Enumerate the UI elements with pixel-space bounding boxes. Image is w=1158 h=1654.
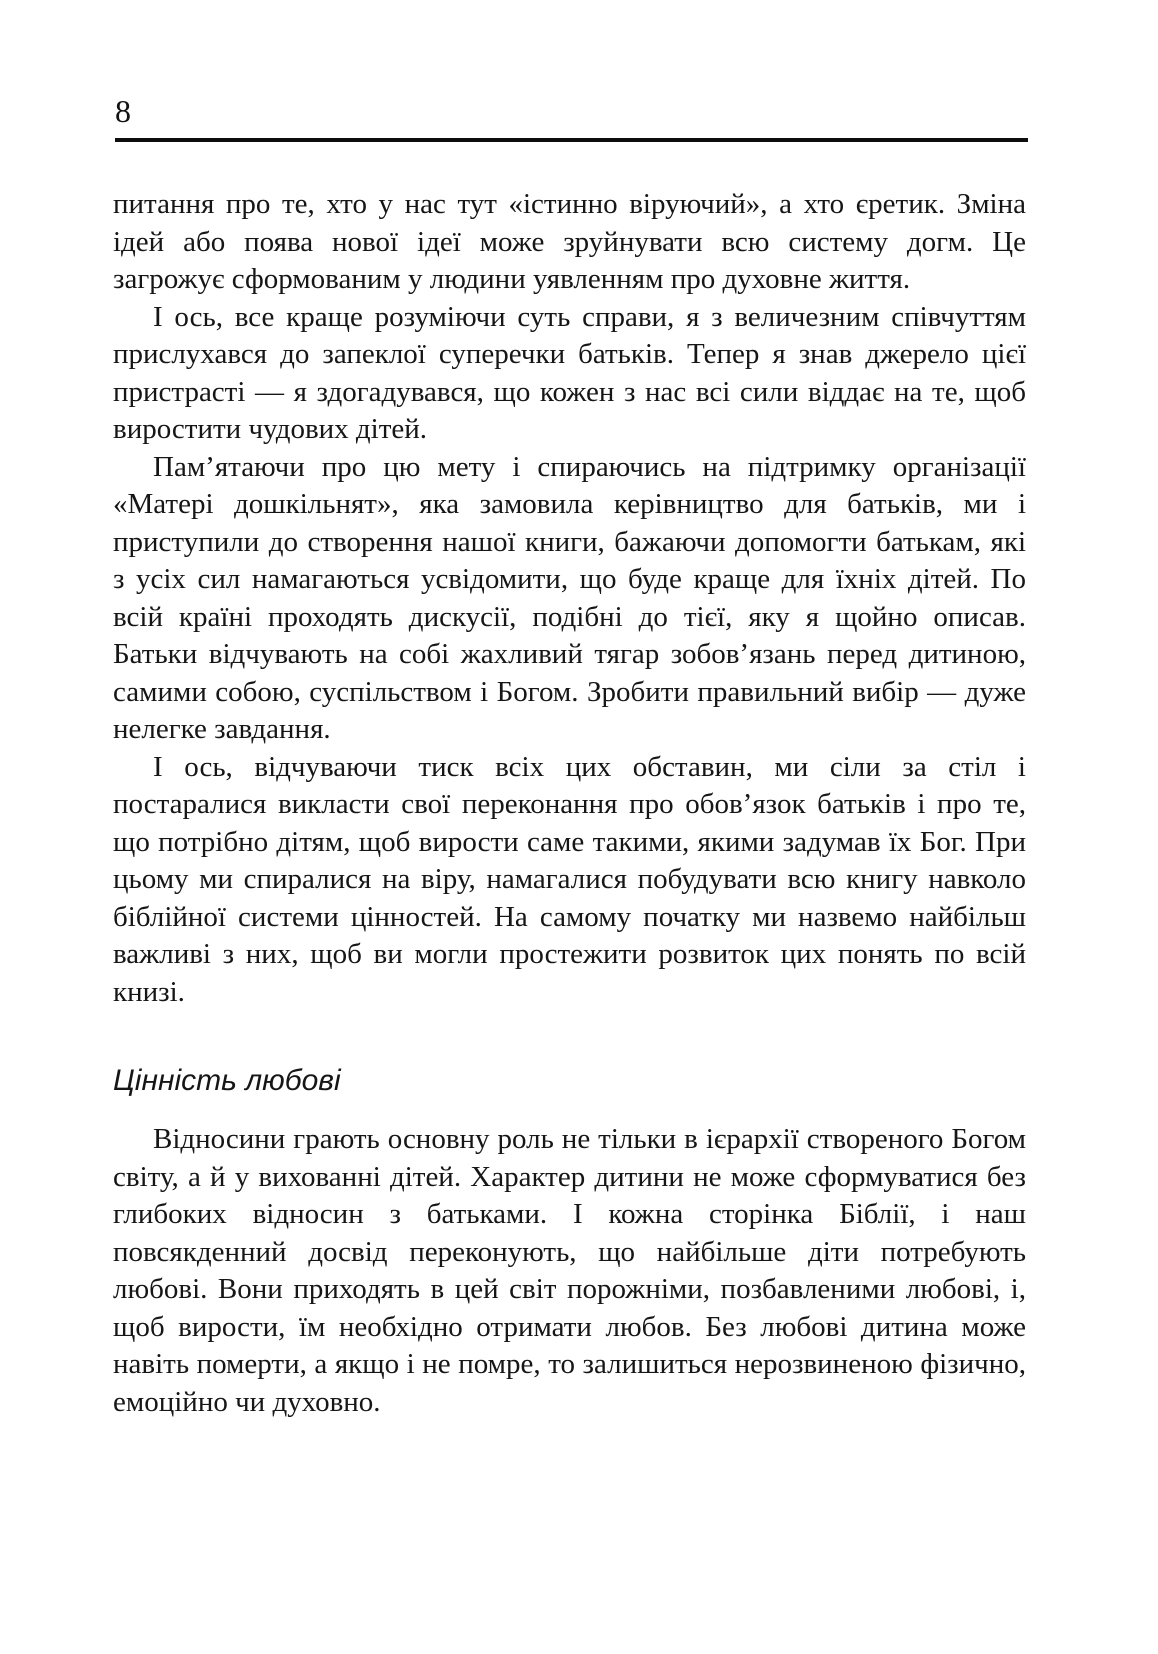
paragraph: Пам’ятаючи про цю мету і спираючись на підтримку організації «Матері дошкільнят», яка замовила керівництво для батьків, ми і приступили до створення нашої книги, бажаючи допомогти батькам, які з усіх сил намагаються усвідомити, що буде краще для їхніх дітей. По всій країні проходять дискусії, подібні до тієї, яку я щойно описав. Батьки відчувають на собі жахливий тягар зобов’язань перед дитиною, самими собою, суспільством і Богом. Зробити правильний вибір — дуже нелегке завдання. [113,450,1026,745]
page-body-text [113,186,1026,1421]
paragraph-continuation: питання про те, хто у нас тут «істинно віруючий», а хто єретик. Зміна ідей або поява нової ідеї може зруйнувати всю систему догм. Це загрожує сформованим у людини уявленням про духовне життя. [113,188,1026,295]
paragraph: І ось, все краще розуміючи суть справи, я з величезним співчуттям прислухався до запеклої суперечки батьків. Тепер я знав джерело цієї пристрасті — я здогадувався, що кожен з нас всі сили віддає на те, щоб виростити чудових дітей. [113,300,1026,445]
paragraph: Відносини грають основну роль не тільки в ієрархії створеного Богом світу, а й у вихованні дітей. Характер дитини не може сформуватися без глибоких відносин з батьками. І кожна сторінка Біблії, і наш повсякденний досвід переконують, що найбільше діти потребують любові. Вони приходять в цей світ порожніми, позбавленими любові, і, щоб вирости, їм необхідно отримати любов. Без любові дитина може навіть померти, а якщо і не помре, то залишиться нерозвиненою фізично, емоційно чи духовно. [113,1123,1026,1418]
header-rule [115,138,1028,142]
page-number: 8 [115,93,131,129]
paragraph: І ось, відчуваючи тиск всіх цих обставин, ми сіли за стіл і постаралися викласти свої переконання про обов’язок батьків і про те, що потрібно дітям, щоб вирости саме такими, якими задумав їх Бог. При цьому ми спиралися на віру, намагалися побудувати всю книгу навколо біблійної системи цінностей. На самому початку ми назвемо найбільш важливі з них, щоб ви могли простежити розвиток цих понять по всій книзі. [113,750,1026,1008]
section-heading: Цінність любові [113,1064,341,1097]
